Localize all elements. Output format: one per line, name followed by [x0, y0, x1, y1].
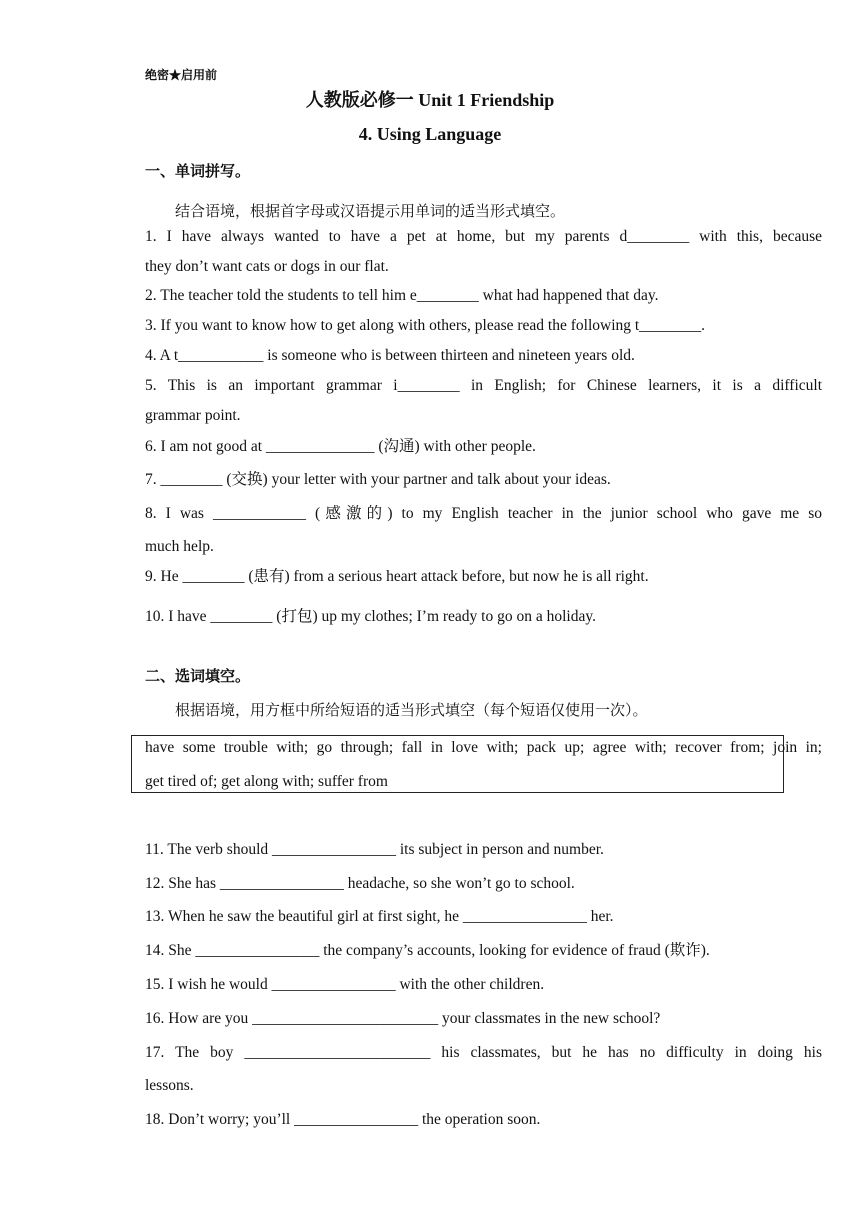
question-6: 6. I am not good at ______________ (沟通) with other people.	[145, 438, 536, 455]
question-8-line-2: much help.	[145, 538, 214, 555]
question-5-line-2: grammar point.	[145, 407, 241, 424]
section2-heading: 二、选词填空。	[145, 669, 251, 685]
confidential-label: 绝密★启用前	[145, 68, 218, 82]
question-16: 16. How are you ________________________ your classmates in the new school?	[145, 1010, 661, 1027]
question-17-line-1: 17. The boy ________________________ his classmates, but he has no difficulty in doing his	[145, 1044, 822, 1061]
phrase-list	[145, 731, 822, 799]
question-13: 13. When he saw the beautiful girl at first sight, he ________________ her.	[145, 908, 614, 925]
question-3: 3. If you want to know how to get along with others, please read the following t________.	[145, 317, 706, 334]
question-7: 7. ________ (交换) your letter with your partner and talk about your ideas.	[145, 471, 611, 488]
question-1-line-1: 1. I have always wanted to have a pet at home, but my parents d________ with this, because	[145, 228, 822, 245]
question-1-line-2: they don’t want cats or dogs in our flat.	[145, 258, 389, 275]
question-12: 12. She has ________________ headache, so she won’t go to school.	[145, 875, 575, 892]
document-subtitle: 4. Using Language	[358, 124, 502, 144]
question-14: 14. She ________________ the company’s accounts, looking for evidence of fraud (欺诈).	[145, 942, 710, 959]
question-17-line-2: lessons.	[145, 1077, 194, 1094]
question-11: 11. The verb should ________________ its subject in person and number.	[145, 841, 604, 858]
phrase-list-line-1: have some trouble with; go through; fall in love with; pack up; agree with; recover from; join in;	[145, 739, 822, 756]
question-10: 10. I have ________ (打包) up my clothes; I’m ready to go on a holiday.	[145, 608, 596, 625]
phrase-list-line-2: get tired of; get along with; suffer from	[145, 773, 388, 790]
document-title: 人教版必修一 Unit 1 Friendship	[305, 90, 555, 110]
section2-instruction: 根据语境，用方框中所给短语的适当形式填空（每个短语仅使用一次）。	[175, 703, 648, 719]
section1-instruction: 结合语境，根据首字母或汉语提示用单词的适当形式填空。	[175, 204, 566, 220]
section1-heading: 一、单词拼写。	[145, 164, 251, 180]
question-2: 2. The teacher told the students to tell him e________ what had happened that day.	[145, 287, 659, 304]
question-5-line-1: 5. This is an important grammar i________ in English; for Chinese learners, it is a difficult	[145, 377, 822, 394]
question-15: 15. I wish he would ________________ with the other children.	[145, 976, 545, 993]
question-4: 4. A t___________ is someone who is between thirteen and nineteen years old.	[145, 347, 635, 364]
question-18: 18. Don’t worry; you’ll ________________ the operation soon.	[145, 1111, 541, 1128]
question-9: 9. He ________ (患有) from a serious heart attack before, but now he is all right.	[145, 568, 649, 585]
question-8-line-1: 8. I was ____________ (感激的) to my English teacher in the junior school who gave me so	[145, 505, 822, 522]
